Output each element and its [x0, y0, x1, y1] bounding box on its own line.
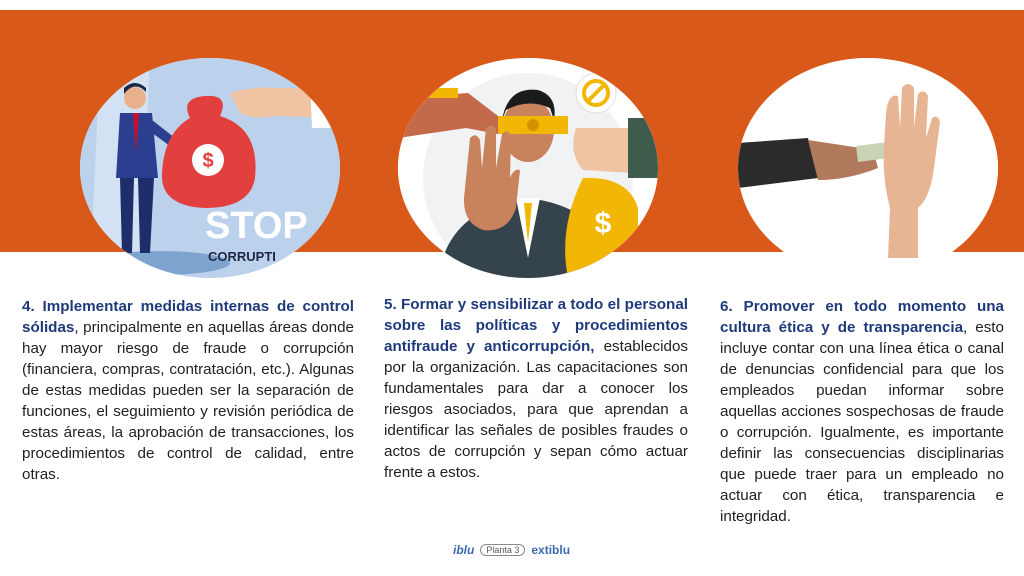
- planta3-logo: Planta 3: [480, 544, 525, 556]
- illustration-hand-refusal: [738, 58, 998, 278]
- text-column-6: [720, 296, 1004, 527]
- refuse-bribe-illustration: [398, 58, 658, 278]
- stop-corruption-illustration: [80, 58, 340, 278]
- svg-text:$: $: [202, 150, 214, 172]
- extiblu-logo: extiblu: [531, 543, 571, 557]
- iblu-logo: iblu: [453, 543, 475, 557]
- item-5-heading: 5. Formar y sensibilizar a todo el personal sobre las políticas y procedimientos antifraude y anticorrupción,: [384, 296, 688, 355]
- hand-refusal-illustration: [738, 58, 998, 278]
- item-5-body: establecidos por la organización. Las capacitaciones son fundamentales para dar a conocer los riesgos asociados, para que aprendan a identificar las señales de posibles fraudes o actos de corrupción y sepan cómo actuar frente a estos.: [384, 338, 688, 481]
- item-6-heading: 6. Promover en todo momento una cultura ética y de transparencia: [720, 298, 1004, 336]
- stop-sign-text: STOP: [205, 205, 308, 247]
- text-column-4: [22, 296, 354, 485]
- corruption-sign-text: CORRUPTI: [208, 249, 276, 264]
- svg-text:$: $: [594, 207, 612, 240]
- illustration-refuse-bribe: [398, 58, 658, 278]
- item-4-heading: 4. Implementar medidas internas de control sólidas: [22, 298, 354, 336]
- item-6-body: , esto incluye contar con una línea ética o canal de denuncias confidencial para que los empleados puedan informar sobre aquellas acciones sospechosas de fraude o corrupción. Igualmente, es importante definir las consecuencias disciplinarias que puede traer para un empleado no actuar con ética, transparencia e integridad.: [720, 319, 1004, 525]
- text-column-5: [384, 294, 688, 483]
- footer-logos: [453, 541, 593, 559]
- item-4-body: , principalmente en aquellas áreas donde hay mayor riesgo de fraude o corrupción (financiera, compras, contratación, etc.). Algunas de estas medidas pueden ser la separación de funciones, el seguimiento y revisión periódica de estas áreas, la aprobación de transacciones, los procedimientos de control de calidad, entre otras.: [22, 319, 354, 483]
- illustration-stop-corruption: [80, 58, 340, 278]
- top-white-strip: [0, 0, 1024, 10]
